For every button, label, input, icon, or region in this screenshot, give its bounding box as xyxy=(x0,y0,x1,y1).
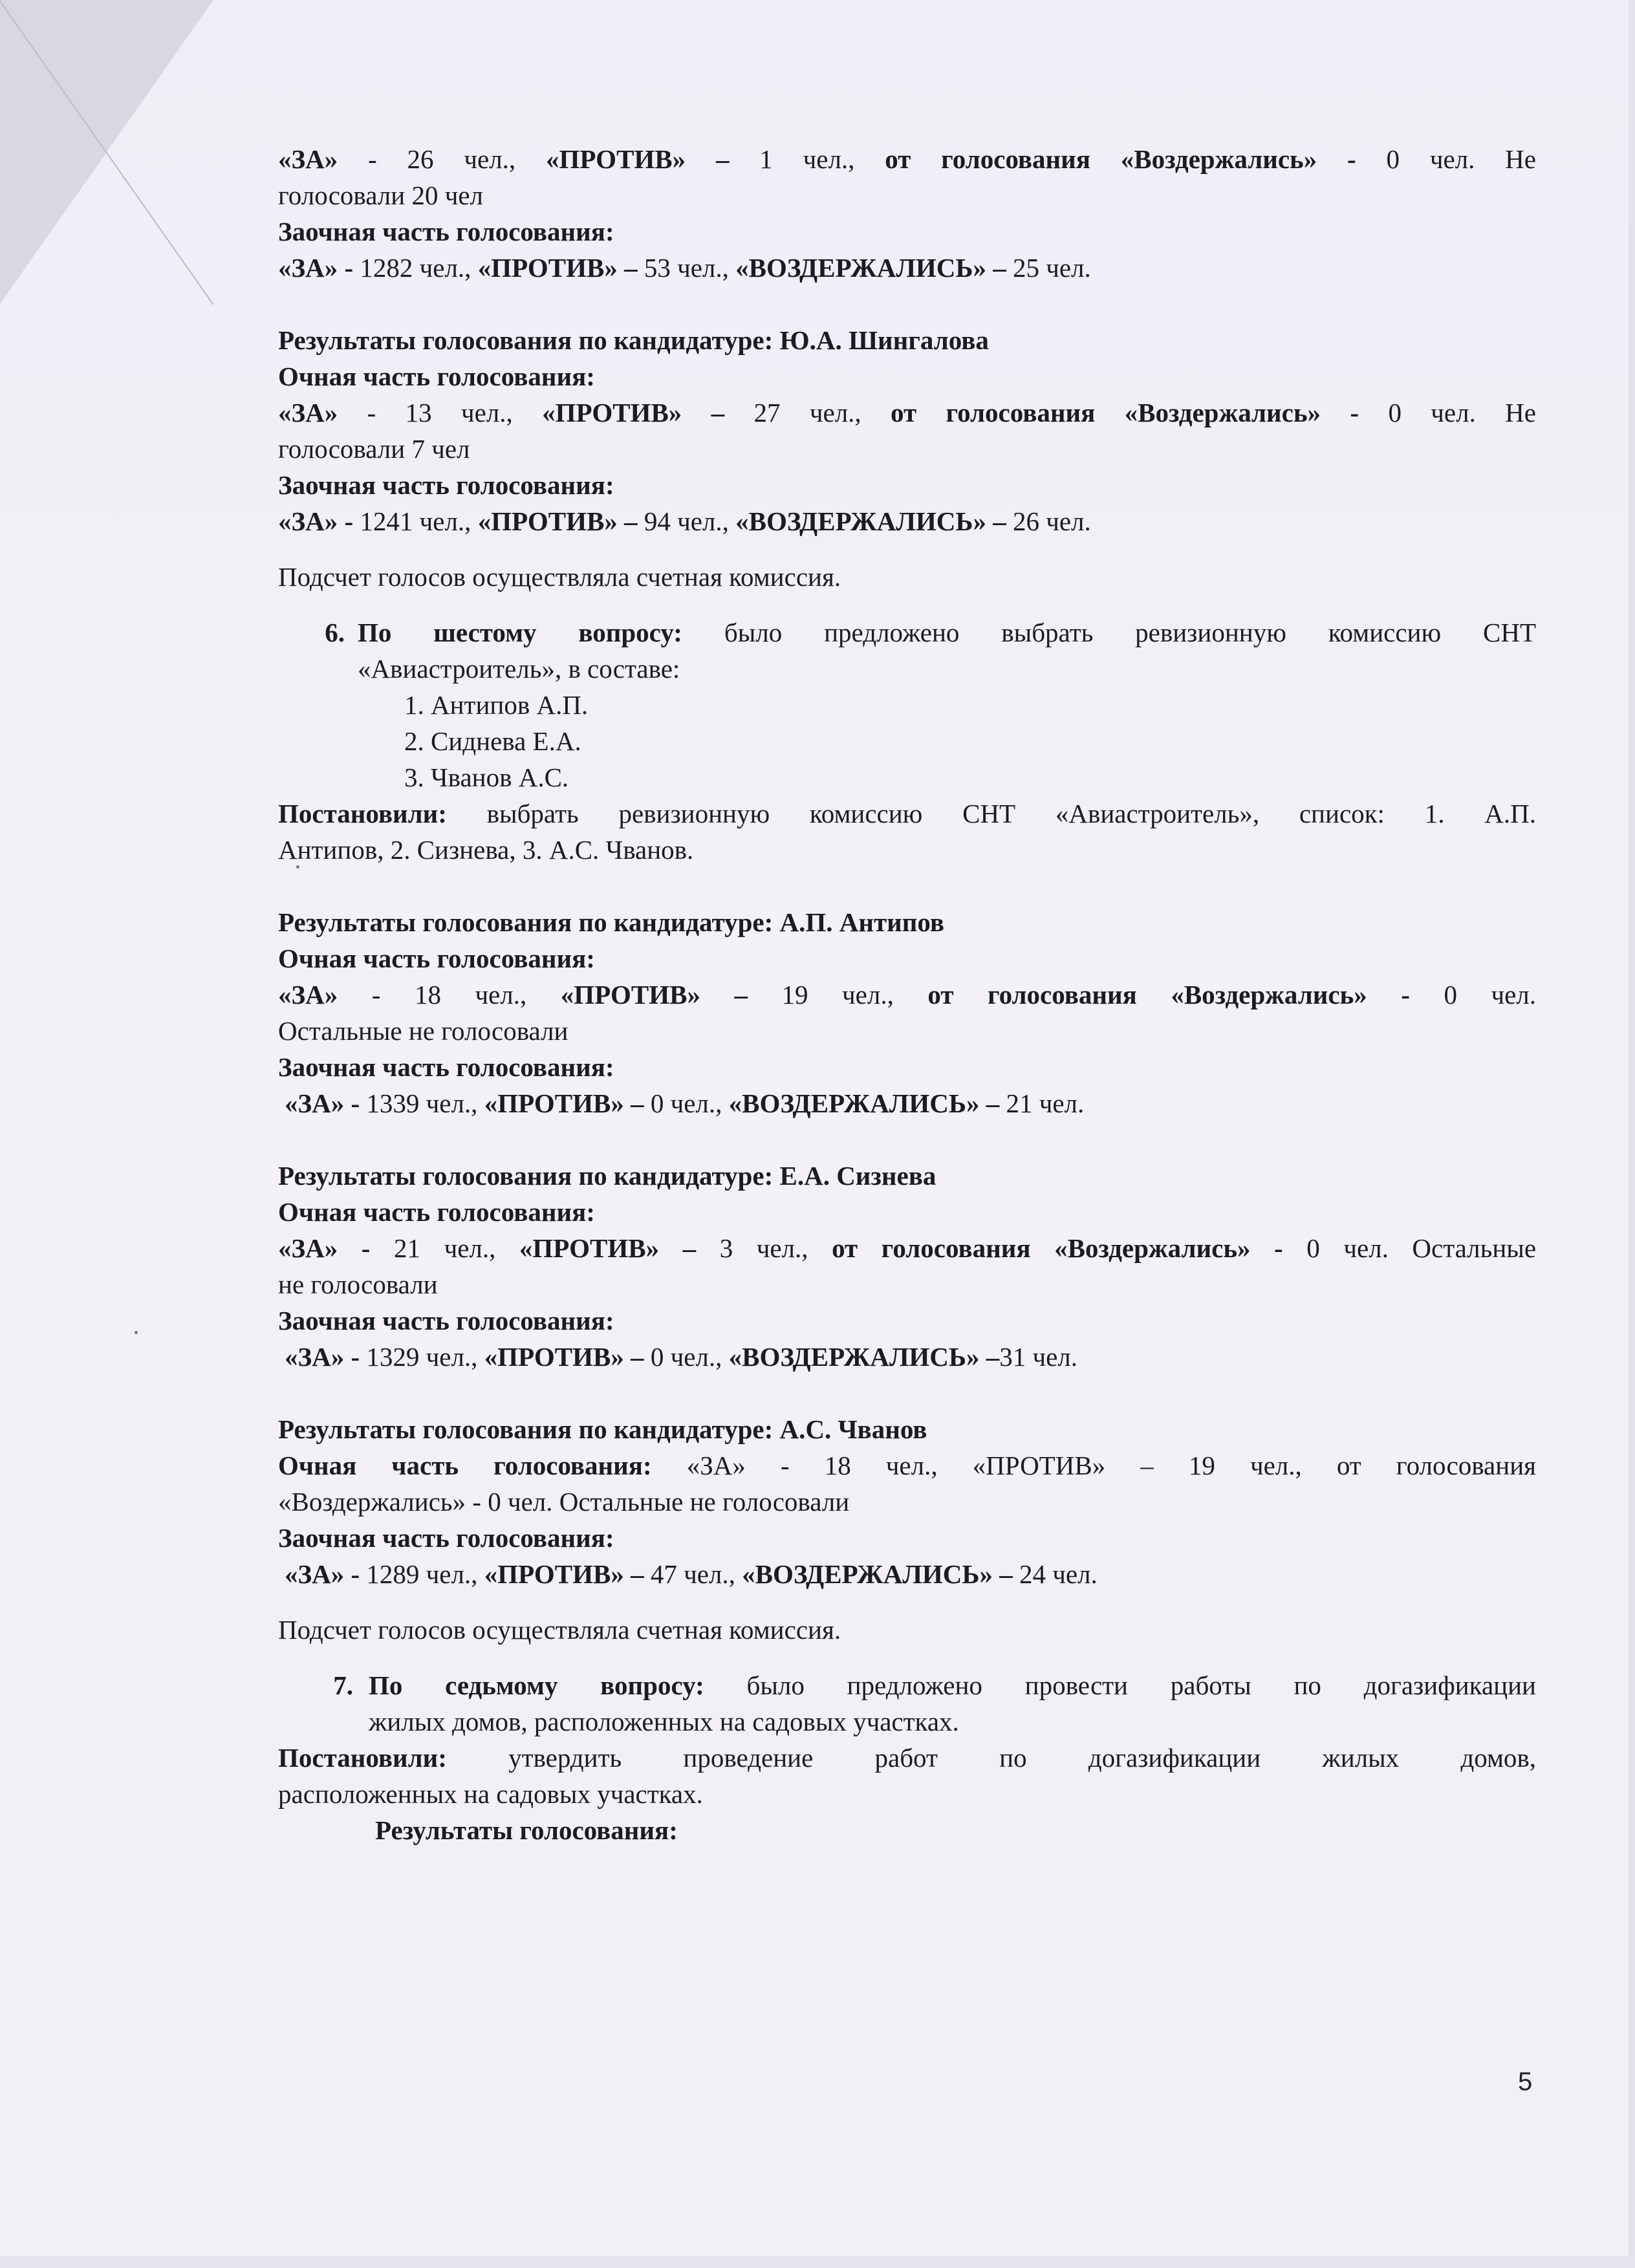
resolution-line: Постановили: выбрать ревизионную комиссию СНТ «Авиастроитель», список: 1. А.П. xyxy=(278,799,1536,828)
text-line: По седьмому вопросу: было предложено провести работы по догазификации xyxy=(369,1670,1536,1700)
scan-speck xyxy=(135,1331,138,1334)
text-line: По шестому вопросу: было предложено выбрать ревизионную комиссию СНТ xyxy=(358,618,1536,647)
vote-line: «ЗА» - 21 чел., «ПРОТИВ» – 3 чел., от голосования «Воздержались» - 0 чел. Остальные xyxy=(278,1233,1537,1263)
text-line: Антипов, 2. Сизнева, 3. А.С. Чванов. xyxy=(278,835,694,865)
section-heading: Заочная часть голосования: xyxy=(278,1523,614,1553)
vote-line: «ЗА» - 1282 чел., «ПРОТИВ» – 53 чел., «ВОЗДЕРЖАЛИСЬ» – 25 чел. xyxy=(278,253,1091,283)
section-heading: Заочная часть голосования: xyxy=(278,470,614,500)
results-heading: Результаты голосования: xyxy=(375,1815,678,1845)
vote-line: «ЗА» - 18 чел., «ПРОТИВ» – 19 чел., от голосования «Воздержались» - 0 чел. xyxy=(278,980,1537,1010)
candidate-heading: Результаты голосования по кандидатуре: Е.А. Сизнева xyxy=(278,1161,937,1191)
candidate-item: 3. Чванов А.С. xyxy=(404,762,569,792)
section-heading: Заочная часть голосования: xyxy=(278,1052,614,1082)
text-line: жилых домов, расположенных на садовых участках. xyxy=(369,1707,959,1736)
candidate-item: 2. Сиднева Е.А. xyxy=(404,726,581,756)
candidate-heading: Результаты голосования по кандидатуре: А.С. Чванов xyxy=(278,1414,927,1444)
text-line: расположенных на садовых участках. xyxy=(278,1779,703,1809)
count-note: Подсчет голосов осуществляла счетная комиссия. xyxy=(278,1615,841,1645)
page-number: 5 xyxy=(1518,2068,1533,2096)
text-line: голосовали 7 чел xyxy=(278,434,470,464)
text-line: «Авиастроитель», в составе: xyxy=(358,654,680,684)
candidate-heading: Результаты голосования по кандидатуре: А.П. Антипов xyxy=(278,907,944,937)
question-number: 6. xyxy=(325,618,345,647)
section-heading: Очная часть голосования: xyxy=(278,362,595,391)
vote-line: «ЗА» - 1241 чел., «ПРОТИВ» – 94 чел., «ВОЗДЕРЖАЛИСЬ» – 26 чел. xyxy=(278,506,1091,536)
count-note: Подсчет голосов осуществляла счетная комиссия. xyxy=(278,562,841,592)
vote-line: Очная часть голосования: «ЗА» - 18 чел., «ПРОТИВ» – 19 чел., от голосования xyxy=(278,1451,1536,1480)
section-heading: Заочная часть голосования: xyxy=(278,1306,614,1335)
section-heading: Заочная часть голосования: xyxy=(278,217,614,246)
text-line: «Воздержались» - 0 чел. Остальные не голосовали xyxy=(278,1487,850,1517)
section-heading: Очная часть голосования: xyxy=(278,944,595,973)
vote-line: «ЗА» - 1339 чел., «ПРОТИВ» – 0 чел., «ВОЗДЕРЖАЛИСЬ» – 21 чел. xyxy=(285,1088,1085,1118)
vote-line: «ЗА» - 1289 чел., «ПРОТИВ» – 47 чел., «ВОЗДЕРЖАЛИСЬ» – 24 чел. xyxy=(285,1559,1098,1589)
page-edge-bottom xyxy=(0,2256,1635,2268)
document-body xyxy=(278,141,1536,1848)
question-7 xyxy=(278,1667,1536,1740)
vote-line: «ЗА» - 13 чел., «ПРОТИВ» – 27 чел., от голосования «Воздержались» - 0 чел. Не xyxy=(278,398,1536,427)
candidate-item: 1. Антипов А.П. xyxy=(404,690,589,720)
section-heading: Очная часть голосования: xyxy=(278,1197,595,1227)
page-edge-right xyxy=(1629,0,1635,2268)
text-line: голосовали 20 чел xyxy=(278,180,483,210)
resolution-line: Постановили: утвердить проведение работ по догазификации жилых домов, xyxy=(278,1743,1536,1773)
question-6 xyxy=(278,614,1536,687)
question-number: 7. xyxy=(333,1670,353,1700)
vote-line: «ЗА» - 1329 чел., «ПРОТИВ» – 0 чел., «ВОЗДЕРЖАЛИСЬ» –31 чел. xyxy=(285,1342,1078,1372)
candidate-heading: Результаты голосования по кандидатуре: Ю.А. Шингалова xyxy=(278,325,989,355)
text-line: Остальные не голосовали xyxy=(278,1016,568,1046)
text-line: не голосовали xyxy=(278,1269,438,1299)
vote-line: «ЗА» - 26 чел., «ПРОТИВ» – 1 чел., от голосования «Воздержались» - 0 чел. Не xyxy=(278,144,1536,174)
